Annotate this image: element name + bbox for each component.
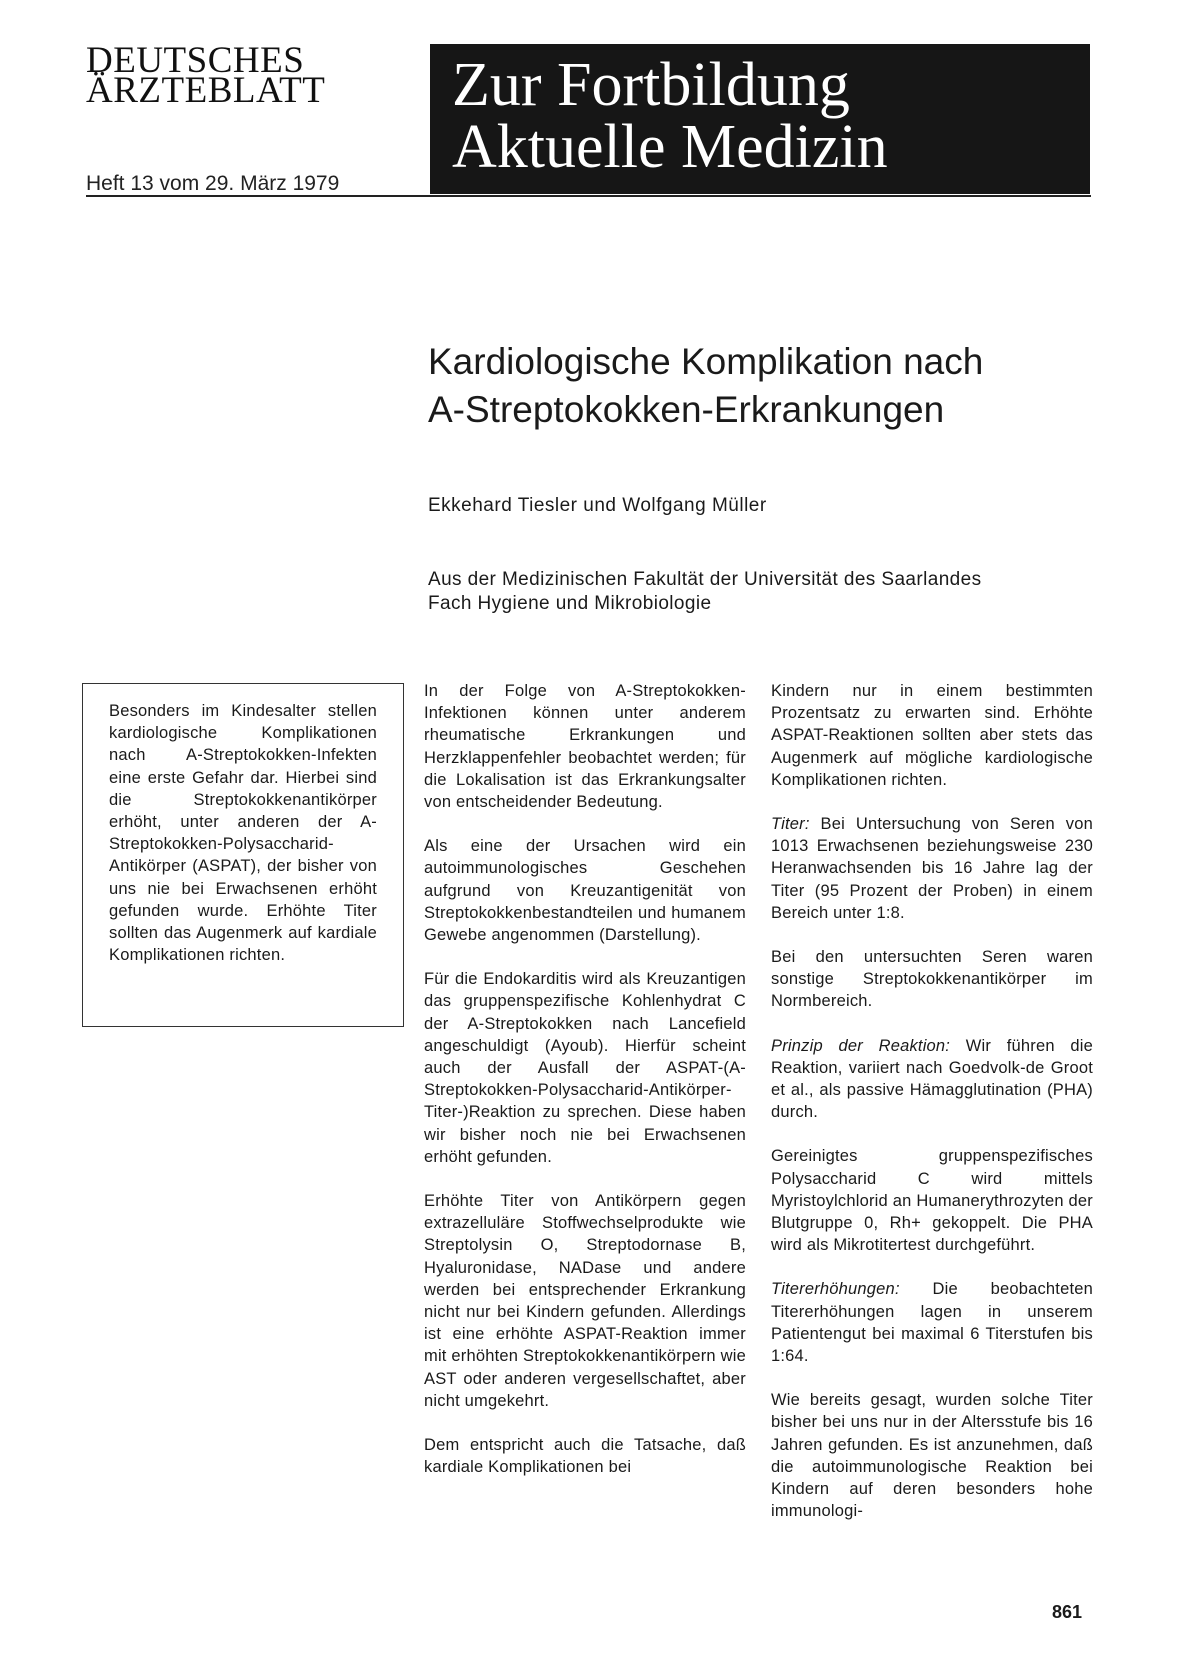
article-affiliation (428, 568, 1068, 616)
paragraph-lead: Titer: (771, 815, 810, 834)
paragraph-lead: Prinzip der Reaktion: (771, 1036, 951, 1055)
paragraph (771, 1278, 1093, 1367)
paragraph-body: Wir führen die Reaktion, variiert nach Goedvolk-de Groot et al., als passive Hämagglutination (PHA) durch. (771, 1036, 1094, 1122)
paragraph: Wie bereits gesagt, wurden solche Titer bisher bei uns nur in der Altersstufe bis 16 Jahren gefunden. Es ist anzunehmen, daß die autoimmunologische Reaktion bei Kindern auf deren besonders hohe immunologi- (771, 1391, 1093, 1521)
paragraph: Erhöhte Titer von Antikörpern gegen extrazelluläre Stoffwechselprodukte wie Streptolysin O, Streptodornase B, Hyaluronidase, NADase und andere werden bei entsprechender Erkrankung nicht nur bei Kindern gefunden. Allerdings ist eine erhöhte ASPAT-Reaktion immer mit erhöhten Streptokokkenantikörpern wie AST oder anderen vergesellschaftet, aber nicht umgekehrt. (424, 1192, 746, 1410)
paragraph: Bei den untersuchten Seren waren sonstige Streptokokkenantikörper im Normbereich. (771, 948, 1093, 1011)
title-line-1: Kardiologische Komplikation nach (428, 341, 984, 382)
paragraph: Kindern nur in einem bestimmten Prozentsatz zu erwarten sind. Erhöhte ASPAT-Reaktionen sollten aber stets das Augenmerk auf mögliche kardiologische Komplikationen richten. (771, 682, 1093, 789)
article-authors: Ekkehard Tiesler und Wolfgang Müller (428, 495, 767, 516)
paragraph: Dem entspricht auch die Tatsache, daß kardiale Komplikationen bei (424, 1436, 746, 1477)
page-number: 861 (1052, 1602, 1083, 1622)
masthead-line-1: DEUTSCHES (86, 40, 305, 81)
section-line-1: Zur Fortbildung (452, 51, 850, 119)
paragraph: In der Folge von A-Streptokokken-Infektionen können unter anderem rheumatische Erkrankungen und Herzklappenfehler beobachtet werden; für die Lokalisation ist das Erkrankungsalter von entscheidender Bedeutung. (424, 682, 746, 812)
issue-date: Heft 13 vom 29. März 1979 (86, 172, 340, 195)
paragraph (771, 813, 1093, 924)
summary-box (82, 683, 404, 1027)
paragraph: Für die Endokarditis wird als Kreuzantigen das gruppenspezifische Kohlenhydrat C der A-Streptokokken nach Lancefield angeschuldigt (Ayoub). Hierfür scheint auch der Ausfall der ASPAT-(A-Streptokokken-Polysaccharid-Antikörper-Titer-)Reaktion zu sprechen. Diese haben wir bisher noch nie bei Erwachsenen erhöht gefunden. (424, 970, 746, 1166)
paragraph (771, 1035, 1093, 1124)
paragraph: Gereinigtes gruppenspezifisches Polysaccharid C wird mittels Myristoylchlorid an Humanerythrozyten der Blutgruppe 0, Rh+ gekoppelt. Die PHA wird als Mikrotitertest durchgeführt. (771, 1147, 1093, 1255)
affiliation-line-2: Fach Hygiene und Mikrobiologie (428, 593, 712, 614)
paragraph-body: Bei Untersuchung von Seren von 1013 Erwachsenen beziehungsweise 230 Heranwachsenden bis 16 Jahre lag der Titer (95 Prozent der Proben) in einem Bereich unter 1:8. (771, 815, 1093, 922)
section-banner (430, 44, 1090, 194)
header-rule (86, 195, 1091, 197)
text-column-2 (771, 680, 1093, 1523)
section-line-2: Aktuelle Medizin (452, 113, 888, 181)
paragraph: Als eine der Ursachen wird ein autoimmunologisches Geschehen aufgrund von Kreuzantigenität von Streptokokkenbestandteilen und humanem Gewebe angenommen (Darstellung). (424, 837, 746, 945)
paragraph-body: Die beobachteten Titererhöhungen lagen in unserem Patientengut bei maximal 6 Titerstufen bis 1:64. (771, 1280, 1093, 1366)
paragraph-lead: Titererhöhungen: (771, 1280, 900, 1299)
affiliation-line-1: Aus der Medizinischen Fakultät der Universität des Saarlandes (428, 569, 982, 590)
masthead-line-2: ÄRZTEBLATT (86, 70, 326, 111)
journal-masthead (86, 40, 386, 111)
article-title (428, 338, 1108, 434)
title-line-2: A-Streptokokken-Erkrankungen (428, 389, 945, 430)
text-column-1 (424, 680, 746, 1479)
summary-text: Besonders im Kindesalter stellen kardiologische Komplikationen nach A-Streptokokken-Infekten eine erste Gefahr dar. Hierbei sind die Streptokokkenantikörper erhöht, unter anderen der A-Streptokokken-Polysaccharid-Antikörper (ASPAT), der bisher von uns nie bei Erwachsenen erhöht gefunden wurde. Erhöhte Titer sollten das Augenmerk auf kardiale Komplikationen richten. (109, 702, 377, 965)
